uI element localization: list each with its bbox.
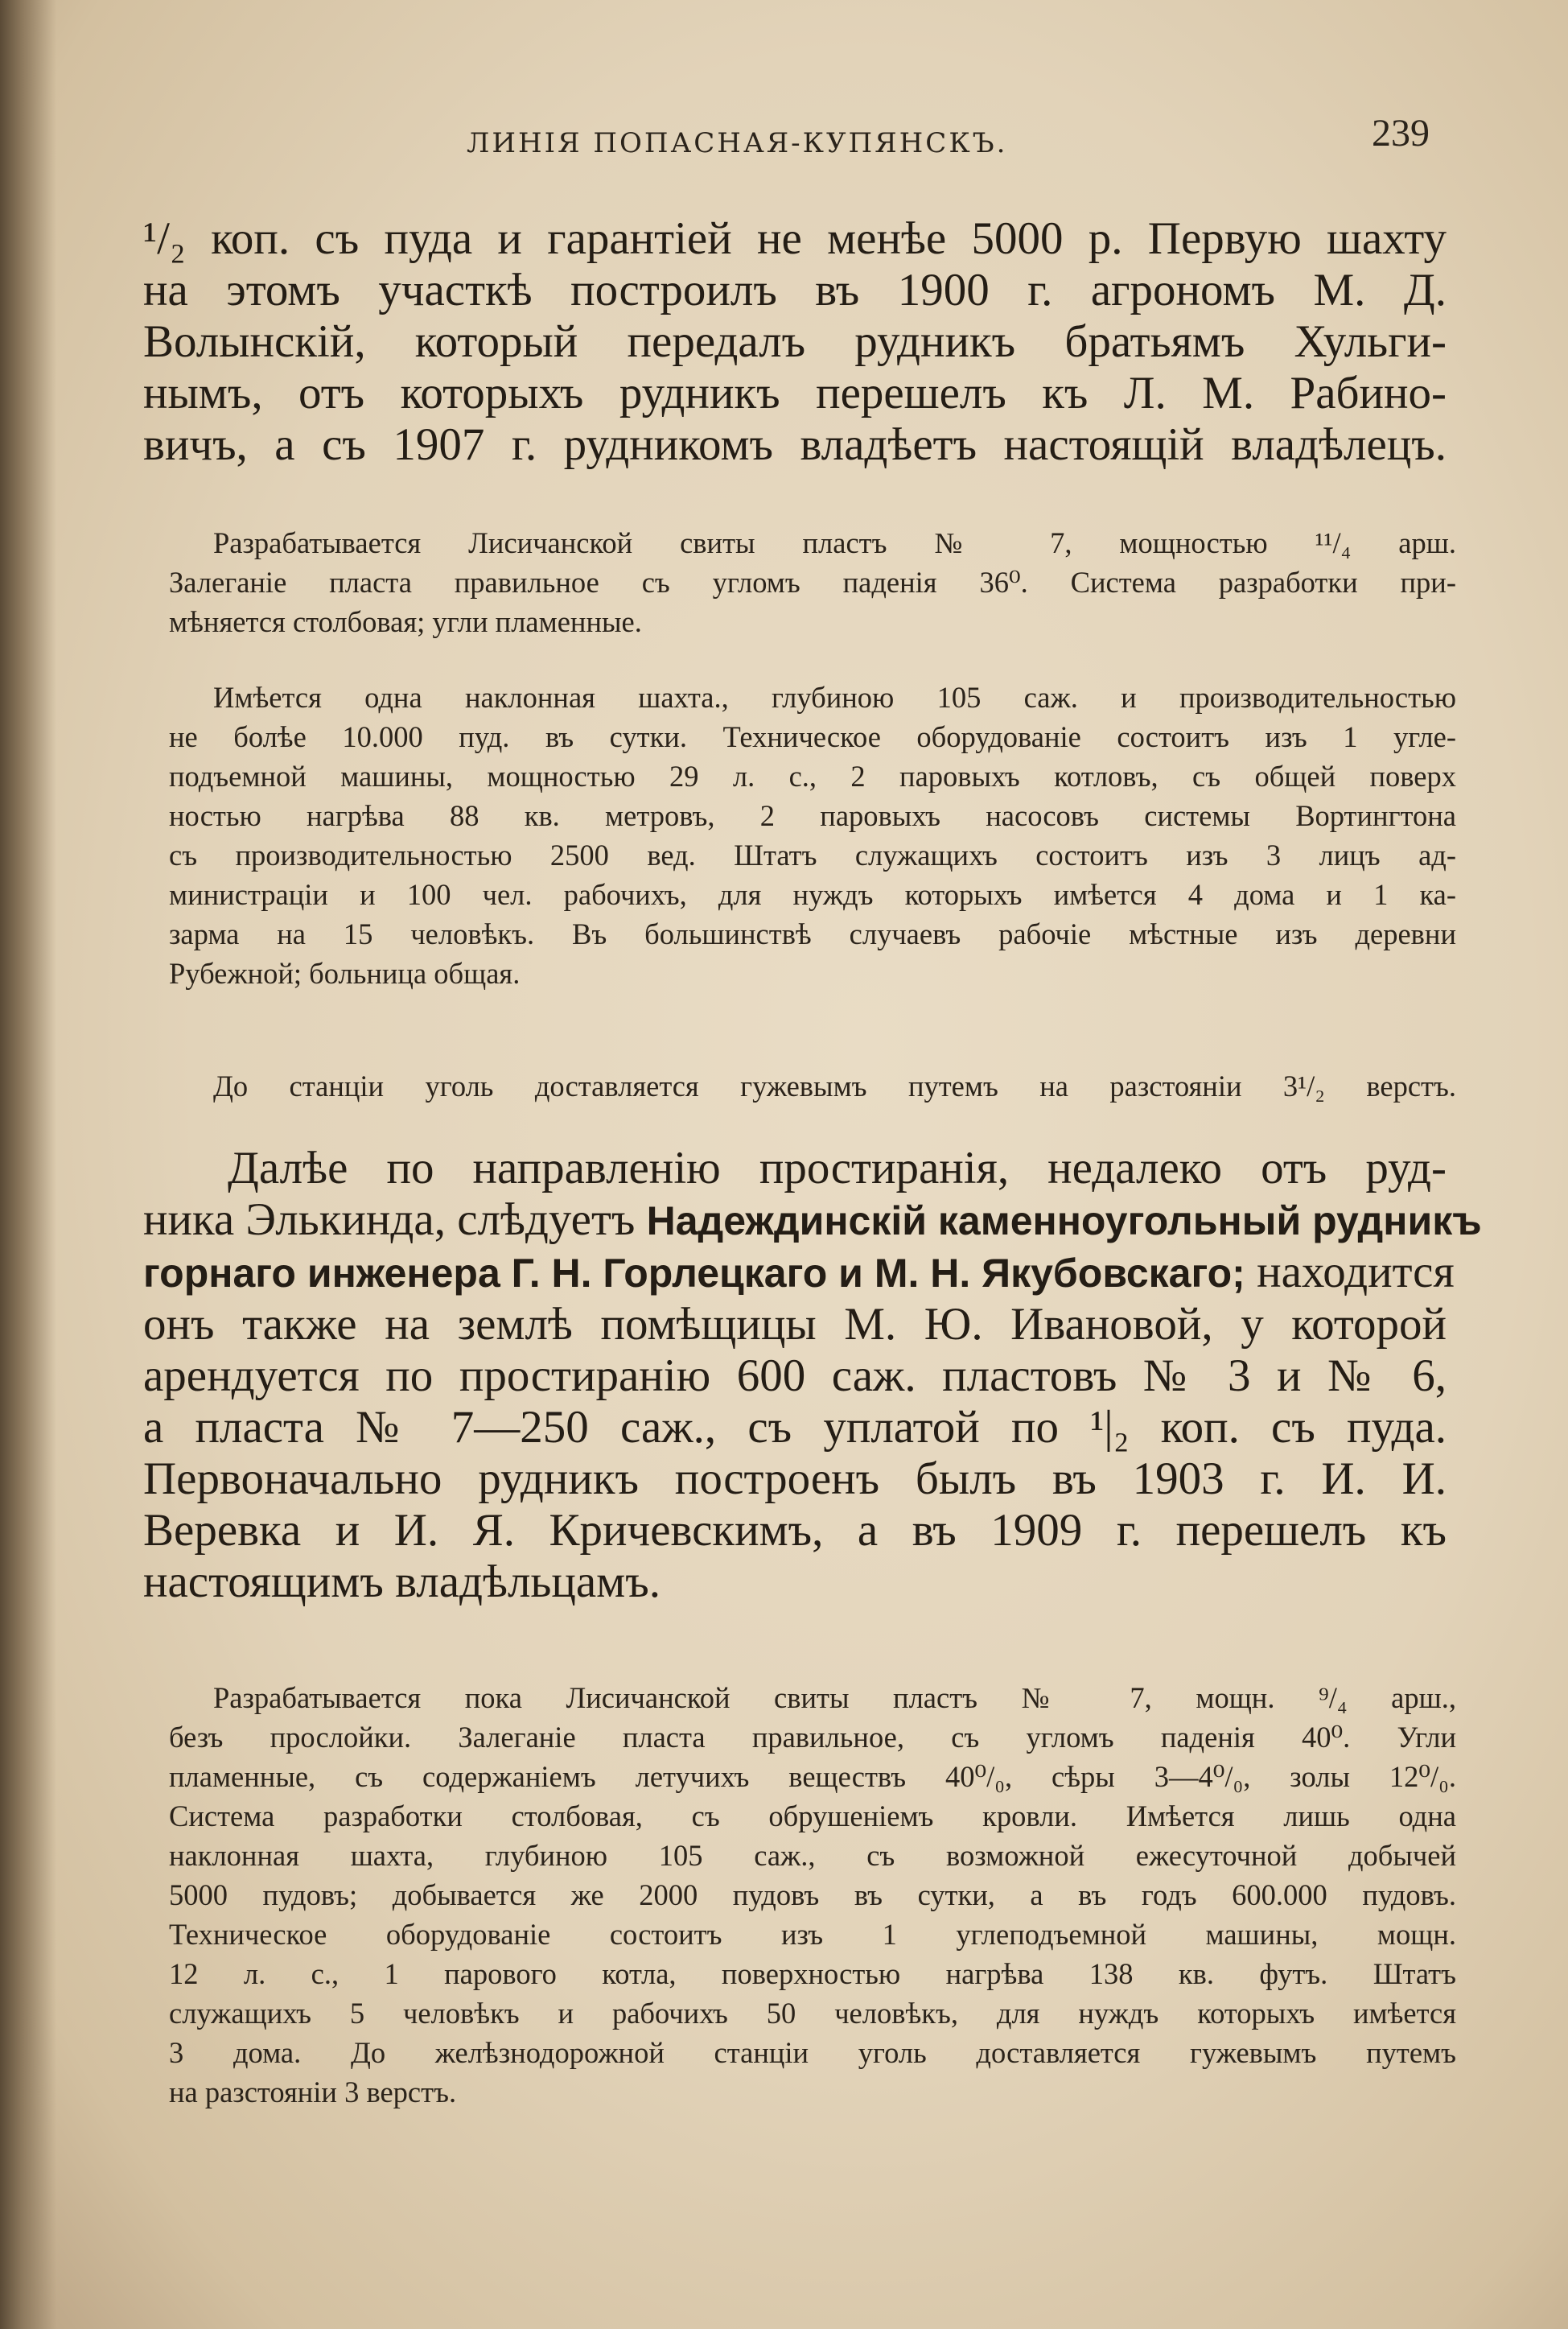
paragraph-3 [169,678,1456,993]
text-line: арендуется по простиранію 600 саж. пластовъ № 3 и № 6, [143,1350,1447,1401]
text-run: ника Элькинда, слѣдуетъ [143,1194,647,1245]
text-line: безъ прослойки. Залеганіе пласта правильное, съ угломъ паденія 40⁰. Угли [169,1721,1456,1754]
text-line: наклонная шахта, глубиною 105 саж., съ возможной ежесуточной добычей [169,1839,1456,1872]
text-line: До станціи уголь доставляется гужевымъ путемъ на разстояніи 3¹/₂ верстъ. [213,1070,1456,1103]
bold-owner-names: горнаго инженера Г. Н. Горлецкаго и М. Н. Якубовскаго; [143,1251,1245,1296]
text-line: онъ также на землѣ помѣщицы М. Ю. Ивановой, у которой [143,1299,1447,1350]
text-line: Первоначально рудникъ построенъ былъ въ 1903 г. И. И. [143,1453,1447,1504]
text-line: министраціи и 100 чел. рабочихъ, для нуждъ которыхъ имѣется 4 дома и 1 ка- [169,878,1456,911]
paragraph-5 [143,1143,1482,1608]
bold-mine-name: Надеждинскій каменноугольный рудникъ [646,1198,1482,1243]
text-line: Техническое оборудованіе состоитъ изъ 1 углеподъемной машины, мощн. [169,1918,1456,1951]
paragraph-4 [169,1066,1456,1106]
text-line: нымъ, отъ которыхъ рудникъ перешелъ къ Л. М. Рабино- [143,368,1447,418]
paragraph-2 [169,523,1456,641]
text-line: вичъ, а съ 1907 г. рудникомъ владѣетъ настоящій владѣлецъ. [143,419,1447,470]
text-run: находится [1245,1247,1455,1297]
text-line: Разрабатывается Лисичанской свиты пластъ № 7, мощностью ¹¹/₄ арш. [213,526,1456,559]
text-line [143,1247,1455,1299]
text-line: зарма на 15 человѣкъ. Въ большинствѣ случаевъ рабочіе мѣстные изъ деревни [169,917,1456,950]
text-line: на этомъ участкѣ построилъ въ 1900 г. агрономъ М. Д. [143,265,1447,315]
text-line: пламенные, съ содержаніемъ летучихъ веществъ 40⁰/₀, сѣры 3—4⁰/₀, золы 12⁰/₀. [169,1760,1456,1793]
text-line: Волынскій, который передалъ рудникъ братьямъ Хульги- [143,316,1447,367]
text-line: Система разработки столбовая, съ обрушеніемъ кровли. Имѣется лишь одна [169,1799,1456,1832]
text-line: 12 л. с., 1 парового котла, поверхностью нагрѣва 138 кв. футъ. Штатъ [169,1957,1456,1990]
paragraph-6 [169,1678,1456,2112]
text-line: не болѣе 10.000 пуд. въ сутки. Техническое оборудованіе состоитъ изъ 1 угле- [169,720,1456,753]
text-line: а пласта № 7—250 саж., съ уплатой по ¹|₂ коп. съ пуда. [143,1402,1447,1453]
page-number: 239 [1372,112,1430,155]
text-line: ¹/₂ коп. съ пуда и гарантіей не менѣе 5000 р. Первую шахту [143,213,1447,264]
text-line: Далѣе по направленію простиранія, недалеко отъ руд- [228,1143,1447,1193]
paragraph-1 [143,213,1447,471]
text-line: подъемной машины, мощностью 29 л. с., 2 паровыхъ котловъ, съ общей поверх [169,760,1456,793]
text-line: Разрабатывается пока Лисичанской свиты пластъ № 7, мощн. ⁹/₄ арш., [213,1681,1456,1714]
text-line: съ производительностью 2500 вед. Штатъ служащихъ состоитъ изъ 3 лицъ ад- [169,839,1456,872]
text-line: ностью нагрѣва 88 кв. метровъ, 2 паровыхъ насосовъ системы Вортингтона [169,799,1456,832]
running-title: ЛИНІЯ ПОПАСНАЯ-КУПЯНСКЪ. [467,127,1008,159]
text-line: на разстояніи 3 верстъ. [169,2075,457,2108]
text-line: 3 дома. До желѣзнодорожной станціи уголь доставляется гужевымъ путемъ [169,2036,1456,2069]
text-line: настоящимъ владѣльцамъ. [143,1556,661,1607]
page-gutter-shadow [0,0,56,2329]
text-line: мѣняется столбовая; угли пламенные. [169,605,642,638]
text-line: служащихъ 5 человѣкъ и рабочихъ 50 человѣкъ, для нуждъ которыхъ имѣется [169,1997,1456,2030]
text-line [143,1194,1482,1247]
text-line: Имѣется одна наклонная шахта., глубиною 105 саж. и производительностью [213,681,1456,714]
text-line: Рубежной; больница общая. [169,957,521,990]
text-line: Залеганіе пласта правильное съ угломъ паденія 36⁰. Система разработки при- [169,566,1456,599]
text-line: 5000 пудовъ; добывается же 2000 пудовъ въ сутки, а въ годъ 600.000 пудовъ. [169,1878,1456,1911]
text-line: Веревка и И. Я. Кричевскимъ, а въ 1909 г. перешелъ къ [143,1505,1447,1556]
